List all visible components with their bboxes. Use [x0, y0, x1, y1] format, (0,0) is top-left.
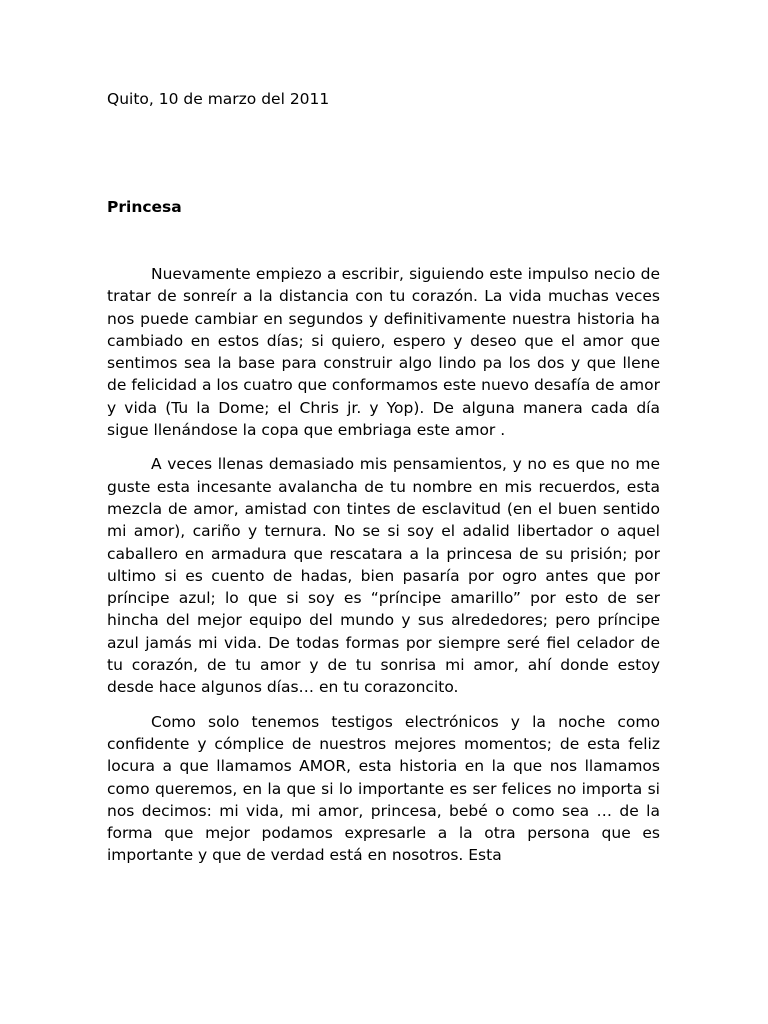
paragraph-2: A veces llenas demasiado mis pensamientos, y no es que no me guste esta incesante avalancha de tu nombre en mis recuerdos, esta mezcla de amor, amistad con tintes de esclavitud (en el buen sentido mi amor), cariño y ternura. No se si soy el adalid libertador o aquel caballero en armadura que rescatara a la princesa de su prisión; por ultimo si es cuento de hadas, bien pasaría por ogro antes que por príncipe azul; lo que si soy es “príncipe amarillo” por esto de ser hincha del mejor equipo del mundo y sus alrededores; pero príncipe azul jamás mi vida. De todas formas por siempre seré fiel celador de tu corazón, de tu amor y de tu sonrisa mi amor, ahí donde estoy desde hace algunos días… en tu corazoncito.: [107, 455, 660, 697]
document-page: [107, 88, 660, 879]
salutation-heading: Princesa: [107, 198, 182, 216]
letter-body: [107, 263, 660, 867]
date-line: Quito, 10 de marzo del 2011: [107, 90, 330, 108]
paragraph-3: Como solo tenemos testigos electrónicos y la noche como confidente y cómplice de nuestros mejores momentos; de esta feliz locura a que llamamos AMOR, esta historia en la que nos llamamos como queremos, en la que si lo importante es ser felices no importa si nos decimos: mi vida, mi amor, princesa, bebé o como sea … de la forma que mejor podamos expresarle a la otra persona que es importante y que de verdad está en nosotros. Esta: [107, 712, 660, 865]
paragraph-1: Nuevamente empiezo a escribir, siguiendo este impulso necio de tratar de sonreír a la distancia con tu corazón. La vida muchas veces nos puede cambiar en segundos y definitivamente nuestra historia ha cambiado en estos días; si quiero, espero y deseo que el amor que sentimos sea la base para construir algo lindo pa los dos y que llene de felicidad a los cuatro que conformamos este nuevo desafía de amor y vida (Tu la Dome; el Chris jr. y Yop). De alguna manera cada día sigue llenándose la copa que embriaga este amor .: [107, 265, 660, 440]
